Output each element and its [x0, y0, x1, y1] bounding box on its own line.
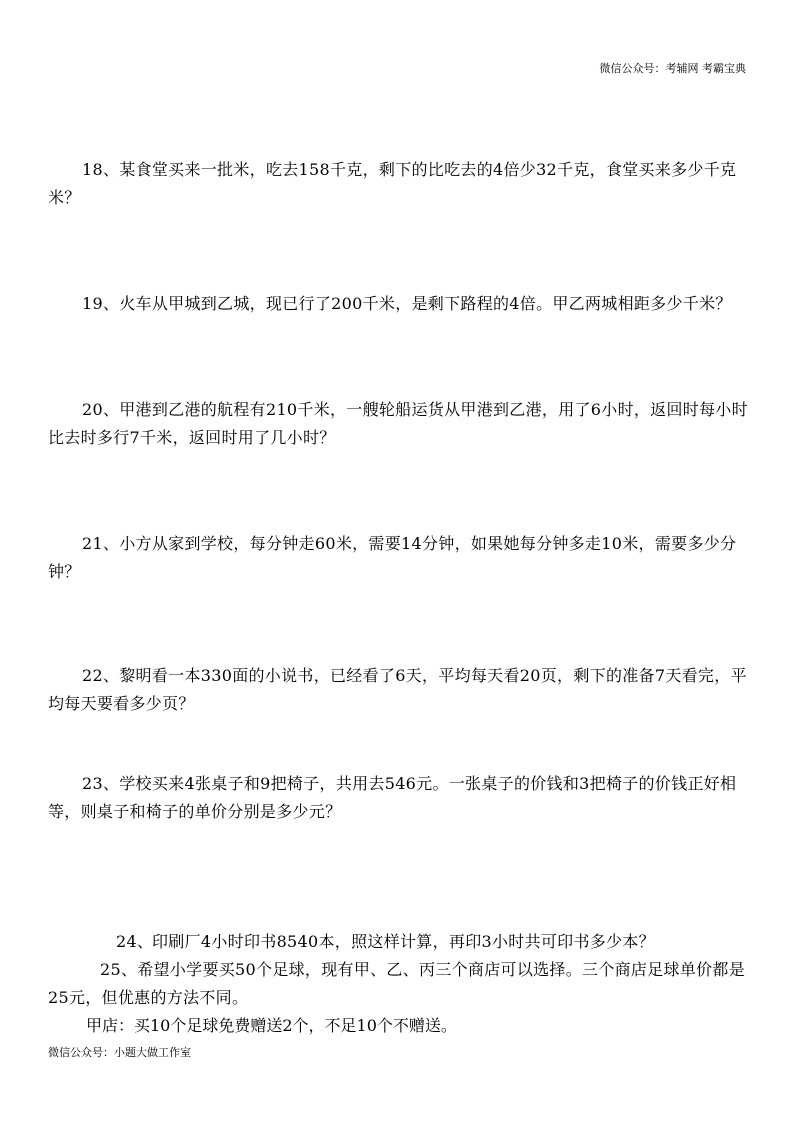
- question-24: [48, 928, 750, 956]
- question-22: 22、黎明看一本330面的小说书，已经看了6天，平均每天看20页，剩下的准备7天看完，平均每天要看多少页？: [48, 666, 747, 713]
- question-20: 20、甲港到乙港的航程有210千米，一艘轮船运货从甲港到乙港，用了6小时，返回时每小时比去时多行7千米，返回时用了几小时？: [48, 400, 748, 447]
- question-19: 19、火车从甲城到乙城，现已行了200千米，是剩下路程的4倍。甲乙两城相距多少千米？: [82, 294, 732, 313]
- page-header: 微信公众号：考辅网 考霸宝典: [599, 62, 746, 75]
- question-25-option-a: 甲店：买10个足球免费赠送2个，不足10个不赠送。: [86, 1016, 457, 1035]
- question-23: 23、学校买来4张桌子和9把椅子，共用去546元。一张桌子的价钱和3把椅子的价钱正好相等，则桌子和椅子的单价分别是多少元？: [48, 774, 737, 821]
- question-24-text: 印刷厂4小时印书8540本，照这样计算，再印3小时共可印书多少本？: [152, 932, 655, 951]
- question-24-number: 24、: [116, 932, 154, 951]
- question-18: 18、某食堂买来一批米，吃去158千克，剩下的比吃去的4倍少32千克，食堂买来多少千克米？: [48, 160, 737, 207]
- question-25: 25、希望小学要买50个足球，现有甲、乙、丙三个商店可以选择。三个商店足球单价都是25元，但优惠的方法不同。: [48, 960, 746, 1007]
- page-footer: 微信公众号：小题大做工作室: [48, 1046, 191, 1059]
- question-21: 21、小方从家到学校，每分钟走60米，需要14分钟，如果她每分钟多走10米，需要多少分钟？: [48, 534, 737, 581]
